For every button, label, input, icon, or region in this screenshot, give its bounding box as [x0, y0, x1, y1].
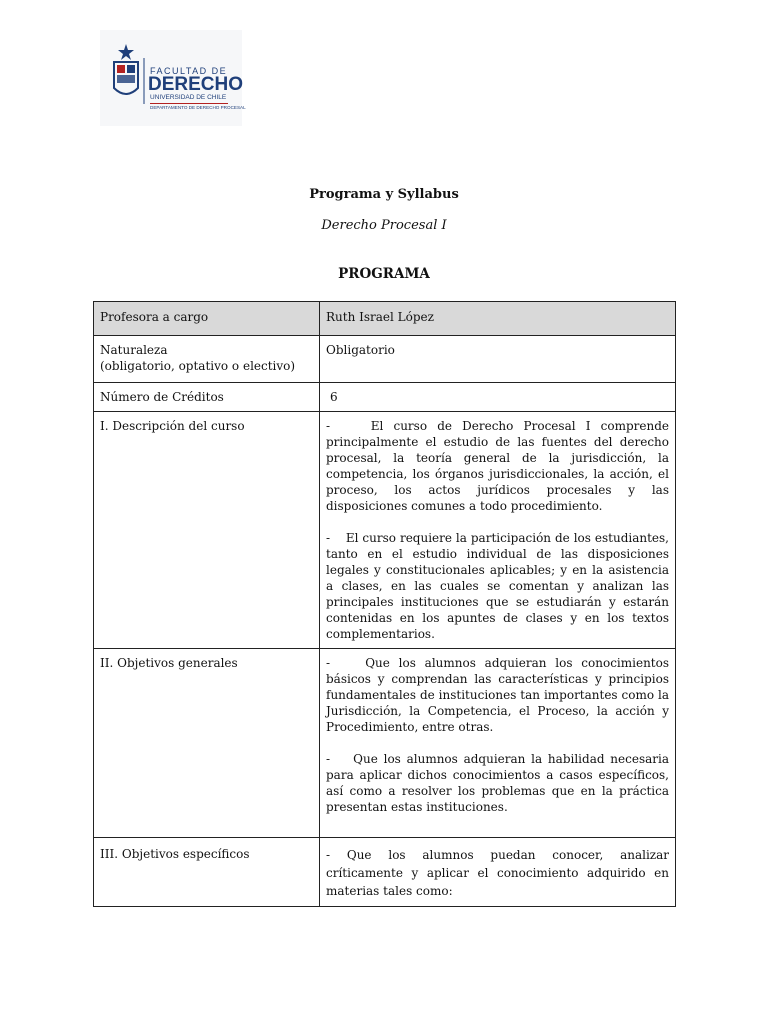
- row-value-credits: 6: [320, 383, 676, 412]
- table-row: [94, 838, 676, 907]
- row-label-professor: Profesora a cargo: [94, 302, 320, 336]
- logo-rule: [150, 103, 228, 104]
- specific-objective-1: - Que los alumnos puedan conocer, analizar críticamente y aplicar el conocimiento adquirido en materias tales como:: [326, 848, 669, 898]
- document-title: Programa y Syllabus: [309, 187, 459, 202]
- table-row: [94, 336, 676, 383]
- row-label-general-objectives: II. Objetivos generales: [94, 649, 320, 838]
- table-row: [94, 383, 676, 412]
- table-row: [94, 412, 676, 649]
- logo-text-line2: DERECHO: [148, 74, 244, 95]
- logo-text-line1: FACULTAD DE: [150, 66, 228, 76]
- description-paragraph-2: - El curso requiere la participación de los estudiantes, tanto en el estudio individual de las disposiciones legales y constitucionales aplicables; y en la asistencia a clases, en las cuales se comentan y analizan las principales instituciones que se estudiarán y estarán contenidas en los apuntes de clases y en los textos complementarios.: [326, 531, 669, 641]
- logo-text-line3: UNIVERSIDAD DE CHILE: [150, 94, 227, 101]
- row-value-nature: Obligatorio: [320, 336, 676, 383]
- general-objective-2: - Que los alumnos adquieran la habilidad necesaria para aplicar dichos conocimientos a casos específicos, así como a resolver los problemas que en la práctica presentan estas instituciones.: [326, 752, 669, 814]
- row-value-professor: Ruth Israel López: [320, 302, 676, 336]
- row-value-specific-objectives: [320, 838, 676, 907]
- nature-label: Naturaleza: [100, 343, 168, 357]
- faculty-logo: [100, 30, 246, 126]
- nature-label-hint: (obligatorio, optativo o electivo): [100, 359, 296, 373]
- general-objective-1: - Que los alumnos adquieran los conocimientos básicos y comprendan las características y principios fundamentales de instituciones tan importantes como la Jurisdicción, la Competencia, el Proceso, la acción y Procedimiento, entre otras.: [326, 656, 669, 734]
- program-table: [93, 301, 676, 907]
- table-row: [94, 302, 676, 336]
- row-label-credits: Número de Créditos: [94, 383, 320, 412]
- row-value-description: [320, 412, 676, 649]
- section-heading: PROGRAMA: [338, 266, 430, 282]
- row-label-specific-objectives: III. Objetivos específicos: [94, 838, 320, 907]
- description-paragraph-1: - El curso de Derecho Procesal I comprende principalmente el estudio de las fuentes del derecho procesal, la teoría general de la jurisdicción, la competencia, los órganos jurisdiccionales, la acción, el proceso, los actos jurídicos procesales y las disposiciones comunes a todo procedimiento.: [326, 419, 669, 513]
- row-label-description: I. Descripción del curso: [94, 412, 320, 649]
- table-row: [94, 649, 676, 838]
- row-label-nature: [94, 336, 320, 383]
- course-name: Derecho Procesal I: [321, 218, 447, 233]
- logo-text-line4: DEPARTAMENTO DE DERECHO PROCESAL: [150, 105, 246, 110]
- row-value-general-objectives: [320, 649, 676, 838]
